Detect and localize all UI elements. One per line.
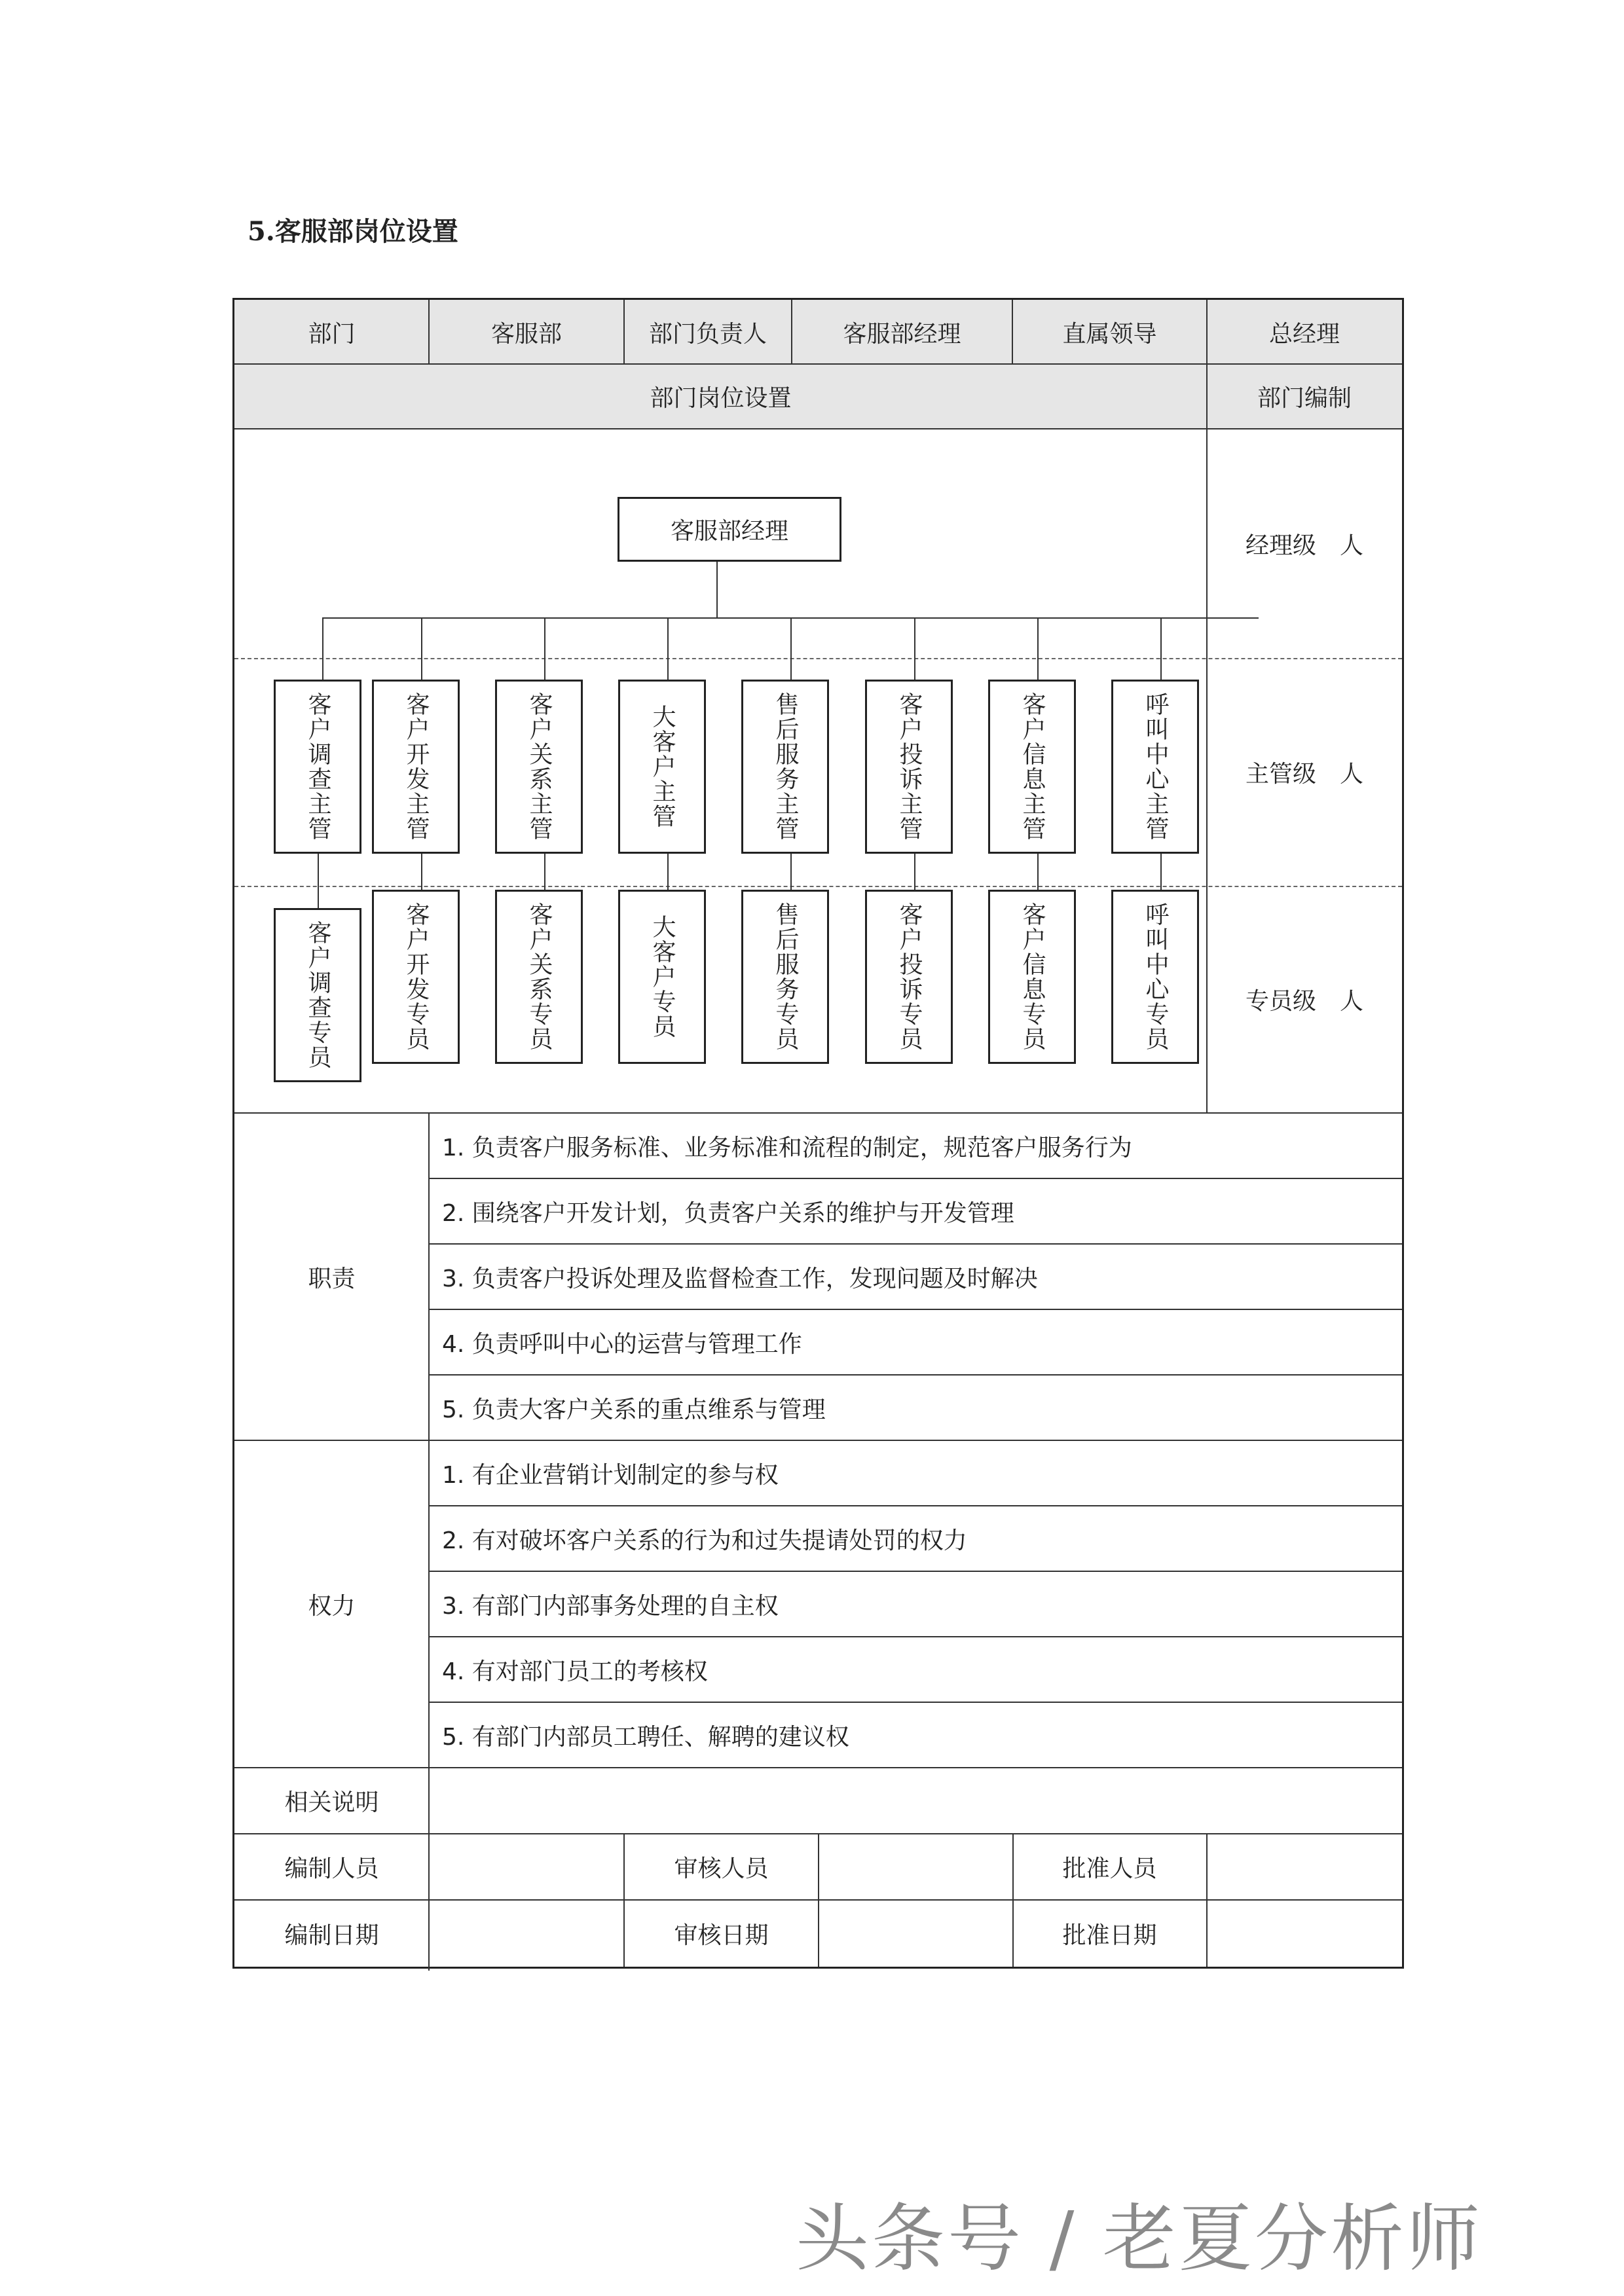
dept-label-cell: 部门 bbox=[234, 300, 429, 364]
specialist-box bbox=[741, 890, 829, 1064]
manager-label: 客服部经理 bbox=[670, 518, 788, 545]
leader-value-cell: 总经理 bbox=[1207, 300, 1402, 364]
supervisor-label: 客户信息主管 bbox=[1019, 692, 1046, 841]
leader-label-cell: 直属领导 bbox=[1012, 300, 1207, 364]
specialist-box bbox=[618, 890, 706, 1064]
specialist-label: 客户调查专员 bbox=[304, 920, 331, 1070]
duties-label: 职责 bbox=[308, 1265, 356, 1292]
duty-item: 3. 负责客户投诉处理及监督检查工作，发现问题及时解决 bbox=[442, 1265, 1038, 1292]
supervisor-box bbox=[618, 680, 706, 854]
supervisor-label: 客户投诉主管 bbox=[896, 692, 923, 841]
watermark: 头条号 / 老夏分析师 bbox=[796, 2196, 1483, 2282]
staffing-specialist: 专员级 人 bbox=[1245, 988, 1363, 1015]
approve-date-label: 批准日期 bbox=[1062, 1922, 1157, 1949]
staffing-header: 部门编制 bbox=[1207, 364, 1402, 429]
duty-item: 2. 围绕客户开发计划，负责客户关系的维护与开发管理 bbox=[442, 1199, 1014, 1227]
specialist-label: 客户信息专员 bbox=[1019, 902, 1046, 1051]
supervisor-box bbox=[865, 680, 953, 854]
supervisor-label: 客户关系主管 bbox=[526, 692, 553, 841]
specialist-label: 大客户专员 bbox=[649, 915, 676, 1039]
position-table bbox=[232, 298, 1404, 1969]
power-item: 2. 有对破坏客户关系的行为和过失提请处罚的权力 bbox=[442, 1527, 967, 1554]
supervisor-box bbox=[1111, 680, 1199, 854]
staffing-manager: 经理级 人 bbox=[1245, 532, 1363, 559]
power-item: 3. 有部门内部事务处理的自主权 bbox=[442, 1592, 779, 1620]
supervisor-box bbox=[741, 680, 829, 854]
specialist-label: 客户关系专员 bbox=[526, 902, 553, 1051]
duty-item: 1. 负责客户服务标准、业务标准和流程的制定，规范客户服务行为 bbox=[442, 1134, 1132, 1161]
specialist-label: 售后服务专员 bbox=[772, 902, 799, 1051]
duty-item: 5. 负责大客户关系的重点维系与管理 bbox=[442, 1396, 826, 1423]
reviewer-label: 审核人员 bbox=[674, 1855, 769, 1882]
power-item: 1. 有企业营销计划制定的参与权 bbox=[442, 1461, 779, 1489]
specialist-box bbox=[274, 908, 361, 1082]
compiler-label: 编制人员 bbox=[284, 1855, 379, 1882]
head-value-cell: 客服部经理 bbox=[792, 300, 1012, 364]
supervisor-label: 大客户主管 bbox=[649, 704, 676, 829]
specialist-box bbox=[865, 890, 953, 1064]
compile-date-label: 编制日期 bbox=[284, 1922, 379, 1949]
duty-item: 4. 负责呼叫中心的运营与管理工作 bbox=[442, 1330, 802, 1358]
supervisor-label: 呼叫中心主管 bbox=[1142, 692, 1169, 841]
specialist-box bbox=[495, 890, 583, 1064]
specialist-label: 客户投诉专员 bbox=[896, 902, 923, 1051]
specialist-box bbox=[372, 890, 460, 1064]
supervisor-label: 售后服务主管 bbox=[772, 692, 799, 841]
positions-header: 部门岗位设置 bbox=[234, 364, 1207, 429]
supervisor-box bbox=[495, 680, 583, 854]
powers-label: 权力 bbox=[308, 1592, 356, 1620]
specialist-box bbox=[988, 890, 1076, 1064]
staffing-supervisor: 主管级 人 bbox=[1245, 760, 1363, 788]
specialist-label: 呼叫中心专员 bbox=[1142, 902, 1169, 1051]
head-label-cell: 部门负责人 bbox=[624, 300, 792, 364]
review-date-label: 审核日期 bbox=[674, 1922, 769, 1949]
manager-box bbox=[618, 497, 841, 562]
notes-label: 相关说明 bbox=[284, 1789, 379, 1816]
dept-value-cell: 客服部 bbox=[429, 300, 624, 364]
power-item: 5. 有部门内部员工聘任、解聘的建议权 bbox=[442, 1723, 849, 1751]
supervisor-label: 客户开发主管 bbox=[403, 692, 430, 841]
supervisor-box bbox=[274, 680, 361, 854]
specialist-box bbox=[1111, 890, 1199, 1064]
supervisor-label: 客户调查主管 bbox=[304, 692, 331, 841]
power-item: 4. 有对部门员工的考核权 bbox=[442, 1658, 708, 1685]
supervisor-box bbox=[988, 680, 1076, 854]
approver-label: 批准人员 bbox=[1062, 1855, 1157, 1882]
supervisor-box bbox=[372, 680, 460, 854]
page-title: 5.客服部岗位设置 bbox=[248, 216, 458, 247]
specialist-label: 客户开发专员 bbox=[403, 902, 430, 1051]
